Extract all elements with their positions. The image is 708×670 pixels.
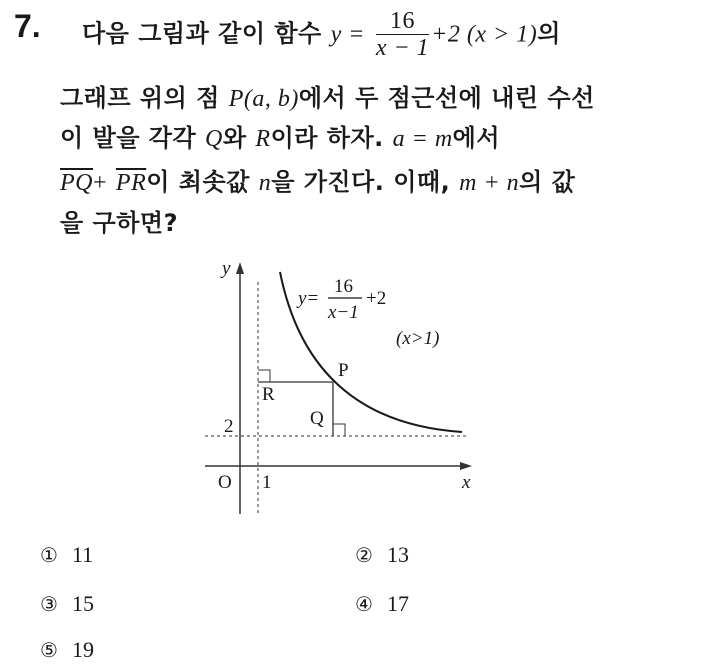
equation-tail: +2 — [366, 288, 387, 309]
choice-3-mark: ③ — [40, 592, 58, 616]
sum-expression: m + n — [459, 170, 520, 196]
fraction-numerator: 16 — [376, 8, 429, 35]
choice-4-mark: ④ — [355, 592, 373, 616]
x-arrowhead — [460, 462, 472, 470]
fraction-denominator: x − 1 — [375, 35, 430, 61]
plus-sign: + — [93, 170, 108, 196]
right-angle-q — [333, 424, 345, 436]
choice-5-mark: ⑤ — [40, 638, 58, 662]
function-graph — [200, 252, 490, 522]
line1-post: 의 — [537, 19, 561, 48]
x-one-label: 1 — [262, 472, 272, 493]
segment-pq: $\overline{PQ}$ — [60, 170, 93, 196]
line1-yeq: y = — [330, 21, 365, 48]
segment-pr: $\overline{PR}$ — [115, 170, 147, 196]
y-two-label: 2 — [224, 416, 234, 437]
line3-mid1: 와 — [222, 124, 247, 152]
choice-4[interactable] — [355, 591, 409, 617]
line1-tail: +2 (x > 1) — [431, 21, 538, 48]
point-r-label: R — [262, 384, 275, 405]
choice-2-mark: ② — [355, 543, 373, 567]
variable-n: n — [258, 170, 272, 196]
choice-5-value: 19 — [71, 637, 94, 662]
line4-post: 의 값 — [519, 168, 576, 196]
line2-pre: 그래프 위의 점 — [60, 84, 220, 112]
point-q-label: Q — [310, 408, 324, 429]
equation-y: y= — [298, 288, 320, 309]
choice-1[interactable] — [40, 542, 93, 568]
choice-2-value: 13 — [386, 542, 409, 567]
choice-3[interactable] — [40, 591, 94, 617]
line3-pre: 이 발을 각각 — [60, 124, 197, 152]
choice-3-value: 15 — [71, 591, 94, 616]
function-fraction — [376, 8, 429, 61]
y-arrowhead — [236, 262, 244, 274]
y-axis-label: y — [222, 258, 231, 279]
point-p: P(a, b) — [228, 86, 299, 112]
question-line-1 — [82, 8, 561, 61]
question-line-4 — [60, 162, 575, 197]
choice-1-mark: ① — [40, 543, 58, 567]
choice-4-value: 17 — [386, 591, 409, 616]
question-line-5: 을 구하면? — [60, 209, 179, 237]
choice-5[interactable] — [40, 637, 94, 663]
right-angle-r — [258, 370, 270, 382]
line3-post: 에서 — [452, 124, 501, 152]
question-number: 7. — [14, 8, 41, 44]
domain-label: (x>1) — [396, 328, 440, 349]
equation-num: 16 — [334, 276, 353, 297]
point-q: Q — [205, 126, 223, 152]
line4-mid2: 을 가진다. 이때, — [271, 168, 451, 196]
equation-den: x−1 — [328, 302, 359, 323]
choice-2[interactable] — [355, 542, 409, 568]
question-line-3 — [60, 118, 500, 153]
point-p-label: P — [338, 360, 349, 381]
origin-label: O — [218, 472, 232, 493]
line2-post: 에서 두 점근선에 내린 수선 — [298, 84, 595, 112]
x-axis-label: x — [462, 472, 471, 493]
line4-mid: 이 최솟값 — [146, 168, 250, 196]
point-r: R — [255, 126, 271, 152]
question-line-2 — [60, 78, 595, 113]
line3-mid2: 이라 하자. — [270, 124, 384, 152]
line1-pre: 다음 그림과 같이 함수 — [82, 19, 322, 48]
condition: a = m — [392, 126, 453, 152]
choice-1-value: 11 — [71, 542, 94, 567]
